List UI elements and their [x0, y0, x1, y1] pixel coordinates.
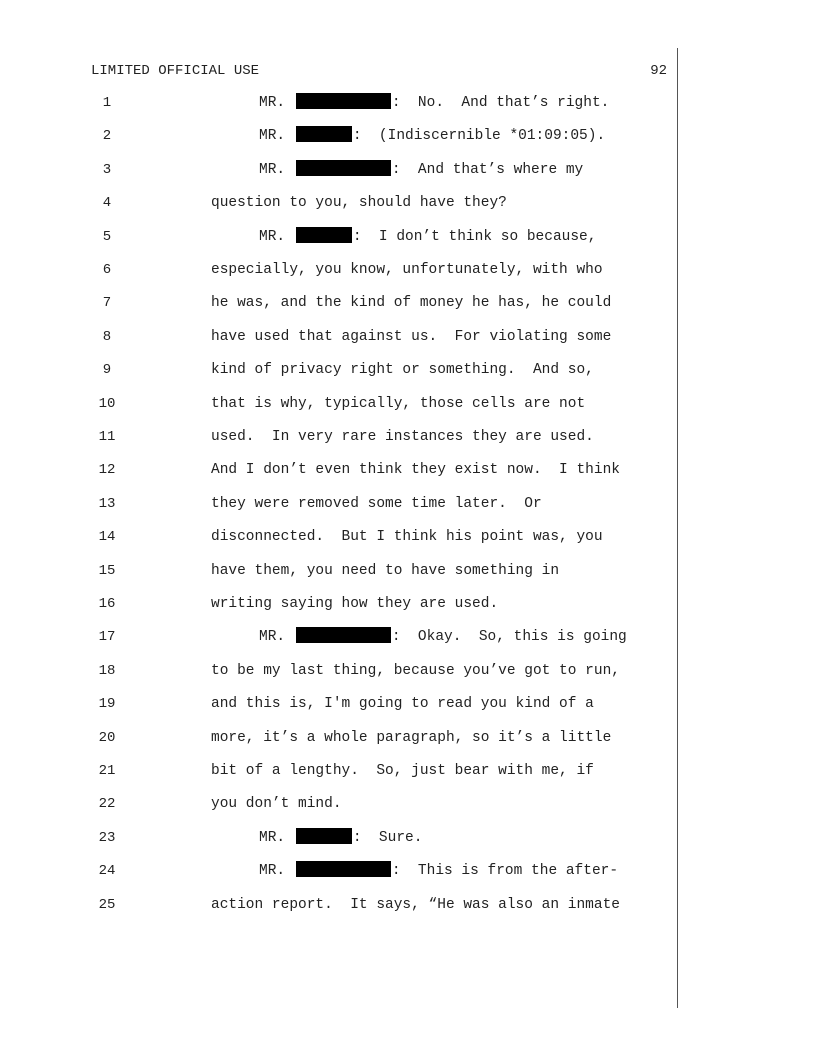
transcript-line	[0, 394, 816, 414]
transcript-line	[0, 594, 816, 614]
transcript-line	[0, 227, 816, 247]
speaker-prefix: MR.	[259, 128, 294, 145]
line-number: 22	[98, 796, 116, 813]
line-number: 21	[98, 763, 116, 779]
speaker-line-text	[259, 227, 596, 247]
redaction-block	[296, 828, 352, 844]
speaker-prefix: MR.	[259, 863, 294, 880]
line-number: 17	[98, 629, 116, 646]
speaker-line-text	[259, 828, 422, 848]
redaction-block	[296, 160, 391, 176]
spoken-text: : (Indiscernible *01:09:05).	[352, 128, 606, 145]
line-number: 11	[98, 429, 116, 445]
transcript-line	[0, 494, 816, 514]
line-number: 6	[102, 262, 112, 278]
transcript-line	[0, 327, 816, 347]
spoken-text: : This is from the after-	[391, 863, 619, 880]
line-number: 7	[102, 295, 112, 312]
transcript-line	[0, 861, 816, 881]
speaker-prefix: MR.	[259, 228, 294, 245]
line-number: 13	[98, 495, 116, 512]
transcript-line	[0, 895, 816, 915]
line-number: 23	[98, 829, 116, 846]
transcript-line	[0, 460, 816, 480]
transcript-line	[0, 93, 816, 113]
transcript-line	[0, 661, 816, 681]
speaker-line-text	[259, 627, 627, 647]
line-number: 12	[98, 462, 116, 479]
speaker-line-text	[259, 861, 618, 881]
spoken-text: : No. And that’s right.	[391, 95, 610, 111]
line-text: have them, you need to have something in	[211, 562, 560, 579]
line-text: bit of a lengthy. So, just bear with me, if	[211, 763, 594, 779]
page-header-marking: LIMITED OFFICIAL USE	[91, 63, 260, 79]
line-text: they were removed some time later. Or	[211, 495, 542, 512]
spoken-text: : I don’t think so because,	[352, 228, 597, 245]
speaker-prefix: MR.	[259, 95, 294, 111]
transcript-line	[0, 293, 816, 313]
transcript-line	[0, 828, 816, 848]
transcript-line	[0, 260, 816, 280]
line-text: to be my last thing, because you’ve got to run,	[211, 662, 620, 679]
transcript-line	[0, 427, 816, 447]
speaker-prefix: MR.	[259, 161, 294, 178]
line-number: 1	[102, 95, 112, 111]
line-number: 19	[98, 696, 116, 713]
line-number: 24	[98, 863, 116, 880]
speaker-line-text	[259, 160, 583, 180]
page-number: 92	[650, 63, 667, 79]
line-text: more, it’s a whole paragraph, so it’s a little	[211, 729, 612, 746]
line-text: used. In very rare instances they are used.	[211, 429, 594, 445]
line-text: and this is, I'm going to read you kind of a	[211, 696, 594, 713]
line-number: 8	[102, 328, 112, 345]
transcript-line	[0, 193, 816, 213]
redaction-block	[296, 93, 391, 109]
redaction-block	[296, 627, 391, 643]
line-number: 5	[102, 228, 112, 245]
speaker-prefix: MR.	[259, 829, 294, 846]
line-number: 9	[102, 362, 112, 379]
line-number: 25	[98, 896, 116, 913]
redaction-block	[296, 861, 391, 877]
line-text: question to you, should have they?	[211, 195, 507, 212]
line-number: 20	[98, 729, 116, 746]
transcript-line	[0, 728, 816, 748]
spoken-text: : Okay. So, this is going	[391, 629, 627, 646]
line-text: have used that against us. For violating some	[211, 328, 612, 345]
line-number: 14	[98, 529, 116, 546]
transcript-line	[0, 561, 816, 581]
line-number: 15	[98, 562, 116, 579]
transcript-line	[0, 126, 816, 146]
transcript-line	[0, 794, 816, 814]
line-text: kind of privacy right or something. And so,	[211, 362, 594, 379]
speaker-line-text	[259, 126, 605, 146]
line-text: writing saying how they are used.	[211, 596, 499, 612]
line-text: he was, and the kind of money he has, he could	[211, 295, 612, 312]
transcript-line	[0, 527, 816, 547]
line-number: 3	[102, 161, 112, 178]
redaction-block	[296, 227, 352, 243]
transcript-line	[0, 761, 816, 781]
transcript-line	[0, 360, 816, 380]
speaker-line-text	[259, 93, 609, 113]
line-number: 2	[102, 128, 112, 145]
line-number: 16	[98, 596, 116, 612]
spoken-text: : Sure.	[352, 829, 423, 846]
speaker-prefix: MR.	[259, 629, 294, 646]
line-text: And I don’t even think they exist now. I think	[211, 462, 620, 479]
line-text: especially, you know, unfortunately, with who	[211, 262, 603, 278]
line-text: action report. It says, “He was also an inmate	[211, 896, 620, 913]
line-text: you don’t mind.	[211, 796, 342, 813]
line-number: 10	[98, 395, 116, 412]
transcript-line	[0, 694, 816, 714]
line-number: 18	[98, 662, 116, 679]
line-number: 4	[102, 195, 112, 212]
redaction-block	[296, 126, 352, 142]
line-text: disconnected. But I think his point was, you	[211, 529, 603, 546]
line-text: that is why, typically, those cells are not	[211, 395, 586, 412]
transcript-line	[0, 160, 816, 180]
spoken-text: : And that’s where my	[391, 161, 584, 178]
transcript-line	[0, 627, 816, 647]
